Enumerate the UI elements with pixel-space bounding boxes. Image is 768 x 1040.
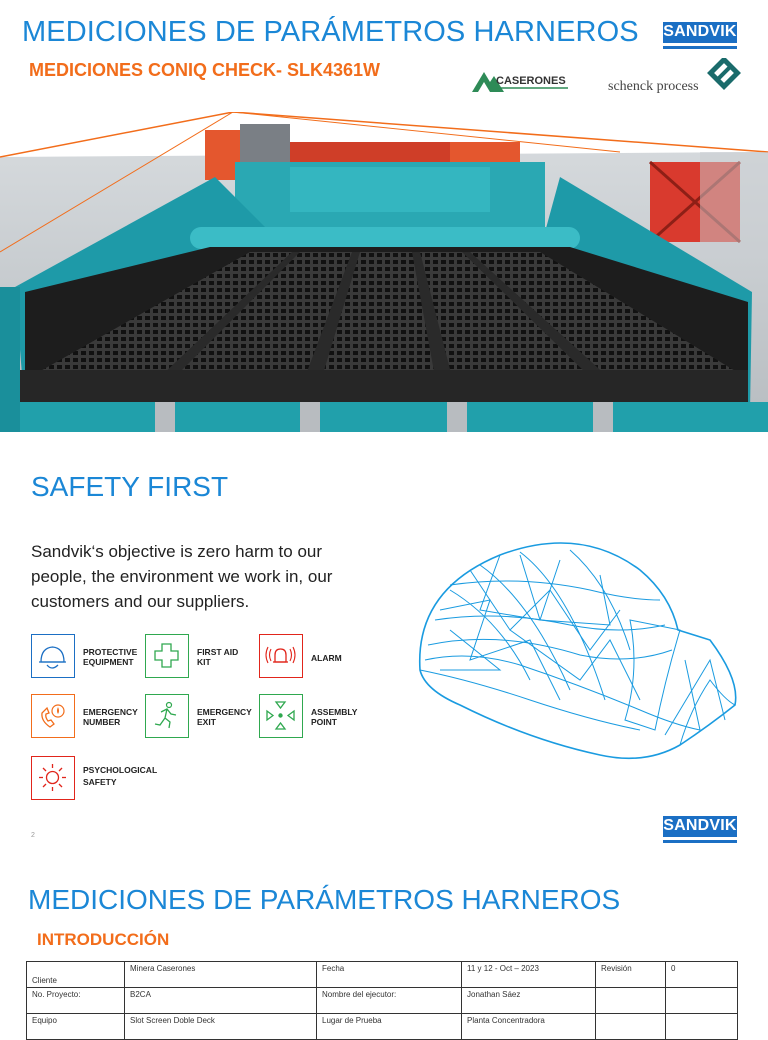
table-row xyxy=(27,1014,738,1040)
project-info-table xyxy=(26,961,738,1040)
safety-item-assembly-point xyxy=(259,694,377,744)
table-cell: Planta Concentradora xyxy=(462,1014,596,1040)
table-cell xyxy=(596,988,666,1014)
section-title: SAFETY FIRST xyxy=(31,471,229,502)
table-cell: Revisión xyxy=(596,962,666,988)
safety-item-label: EXIT xyxy=(197,717,216,727)
table-cell: 11 y 12 - Oct – 2023 xyxy=(462,962,596,988)
table-cell xyxy=(666,1014,738,1040)
alarm-icon xyxy=(259,634,303,678)
table-cell: Equipo xyxy=(27,1014,125,1040)
table-row xyxy=(27,988,738,1014)
safety-item-first-aid-kit xyxy=(145,634,263,684)
caserones-logo xyxy=(470,66,570,96)
safety-statement: Sandvik‘s objective is zero harm to our people, the environment we work in, our customers and our suppliers. xyxy=(31,542,333,611)
table-cell: Nombre del ejecutor: xyxy=(317,988,462,1014)
safety-item-alarm xyxy=(259,634,377,684)
table-cell: Cliente xyxy=(27,962,125,988)
table-cell: 0 xyxy=(666,962,738,988)
safety-item-emergency-number xyxy=(31,694,149,744)
caserones-logo-text: CASERONES xyxy=(496,75,566,87)
table-cell: Minera Caserones xyxy=(125,962,317,988)
table-cell: B2CA xyxy=(125,988,317,1014)
safety-item-label: ALARM xyxy=(311,653,342,663)
safety-item-protective-equipment xyxy=(31,634,149,684)
safety-item-label: NUMBER xyxy=(83,717,121,727)
safety-item-emergency-exit xyxy=(145,694,263,744)
page-number: 2 xyxy=(31,832,35,839)
safety-item-label: EMERGENCY xyxy=(83,707,138,717)
safety-item-label: FIRST AID xyxy=(197,647,239,657)
table-row xyxy=(27,962,738,988)
safety-item-label: EMERGENCY xyxy=(197,707,252,717)
schenck-logo-text: schenck process xyxy=(608,79,699,94)
table-cell xyxy=(596,1014,666,1040)
table-cell: Slot Screen Doble Deck xyxy=(125,1014,317,1040)
table-cell: No. Proyecto: xyxy=(27,988,125,1014)
safety-item-label: PROTECTIVE xyxy=(83,647,138,657)
sandvik-logo: SANDVIK xyxy=(663,816,737,840)
table-cell xyxy=(666,988,738,1014)
safety-item-label: KIT xyxy=(197,657,211,667)
first-aid-icon xyxy=(145,634,189,678)
safety-item-label: POINT xyxy=(311,717,337,727)
page-title: MEDICIONES DE PARÁMETROS HARNEROS xyxy=(22,16,639,48)
safety-item-label: EQUIPMENT xyxy=(83,657,134,667)
safety-item-label: PSYCHOLOGICAL xyxy=(83,765,158,775)
vibrating-screen-photo xyxy=(0,112,768,432)
safety-item-label: ASSEMBLY xyxy=(311,707,358,717)
exit-icon xyxy=(145,694,189,738)
page-subtitle: MEDICIONES CONIQ CHECK- SLK4361W xyxy=(29,60,381,80)
table-cell: Fecha xyxy=(317,962,462,988)
helmet-icon xyxy=(31,634,75,678)
sun-icon xyxy=(31,756,75,800)
page-title: MEDICIONES DE PARÁMETROS HARNEROS xyxy=(28,884,621,915)
phone-icon xyxy=(31,694,75,738)
assembly-point-icon xyxy=(259,694,303,738)
table-cell: Lugar de Prueba xyxy=(317,1014,462,1040)
section-heading: INTRODUCCIÓN xyxy=(37,930,170,949)
safety-item-psychological-safety xyxy=(31,756,158,806)
table-cell: Jonathan Sáez xyxy=(462,988,596,1014)
safety-item-label: SAFETY xyxy=(83,777,117,787)
sandvik-logo: SANDVIK xyxy=(663,22,737,46)
schenck-process-logo xyxy=(608,58,743,96)
wireframe-helmet-illustration xyxy=(410,530,740,770)
